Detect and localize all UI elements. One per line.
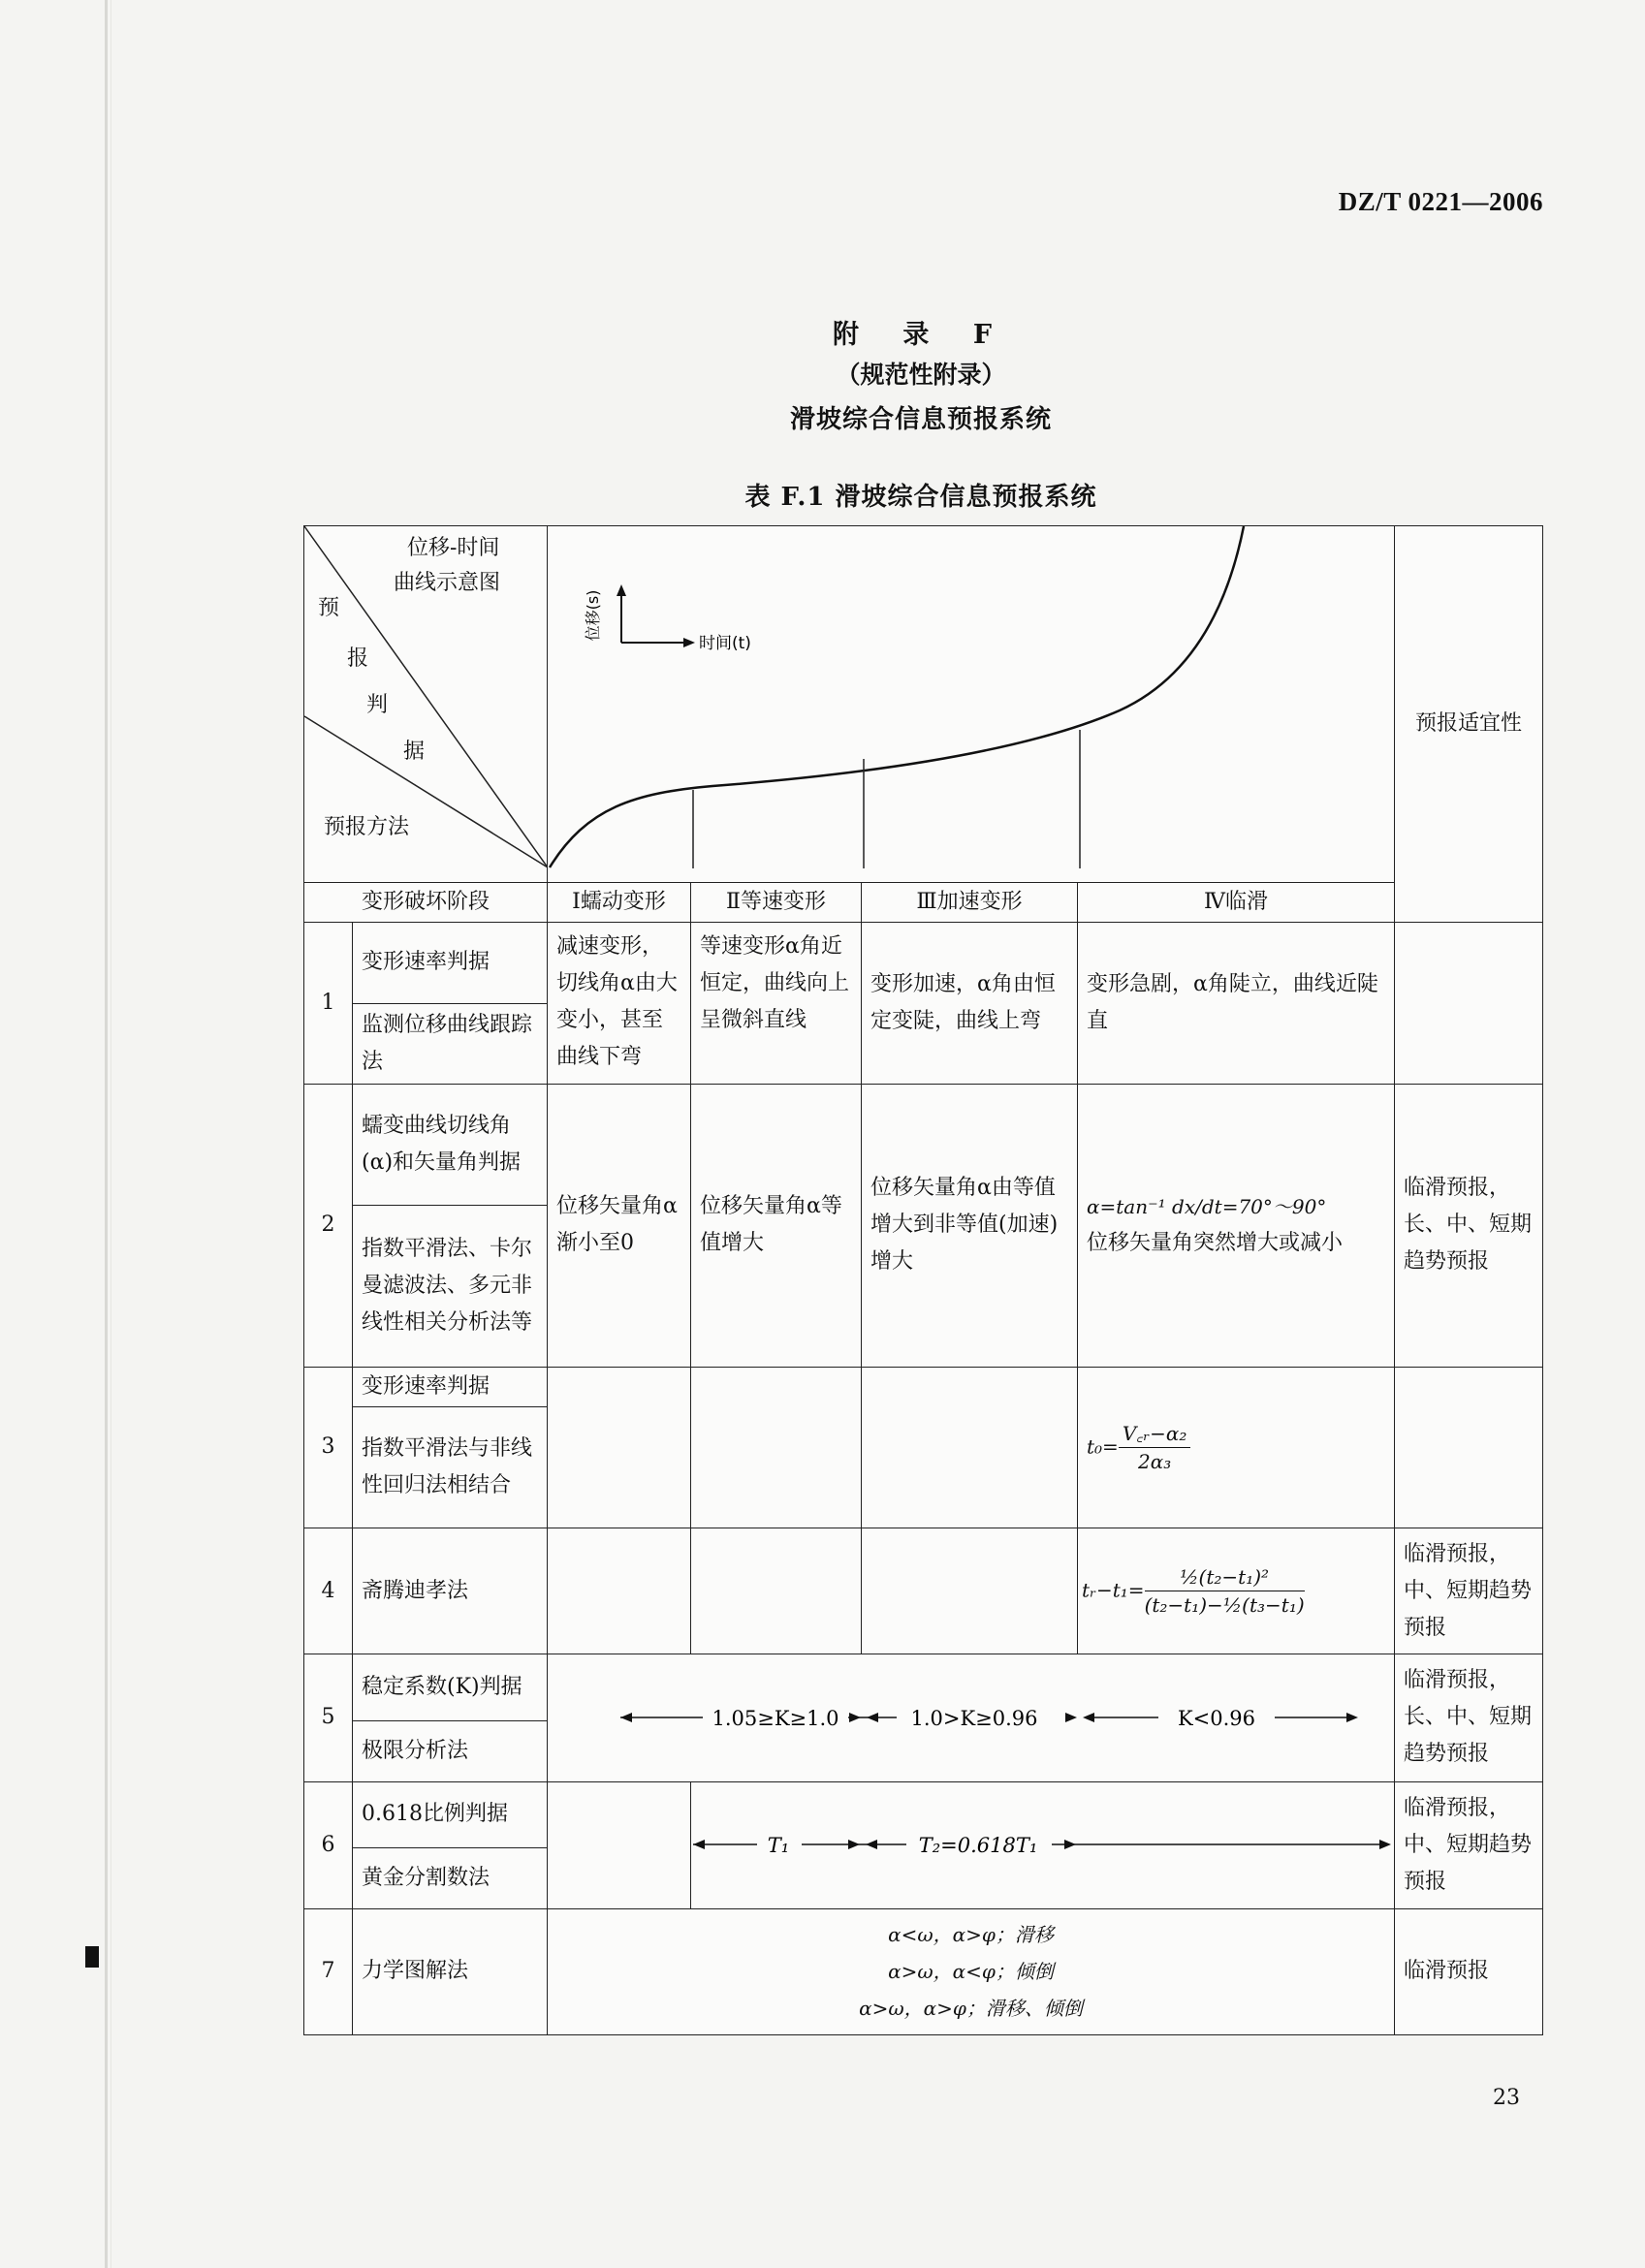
row-4-suitability: 临滑预报，中、短期趋势预报 [1395, 1528, 1543, 1654]
x-axis-label: 时间(t) [699, 634, 751, 653]
row-7-number: 7 [304, 1908, 353, 2034]
row-2-uniform: 位移矢量角α等值增大 [691, 1084, 862, 1367]
row-4-number: 4 [304, 1528, 353, 1654]
criteria-char-1: 预 [318, 596, 340, 620]
binding-mark [85, 1946, 99, 1968]
stage-creep: Ⅰ蠕动变形 [548, 882, 691, 923]
row-3-creep [548, 1367, 691, 1528]
row-7-suitability: 临滑预报 [1395, 1908, 1543, 2034]
criteria-char-2: 报 [347, 646, 369, 671]
row-2-creep: 位移矢量角α渐小至0 [548, 1084, 691, 1367]
stage-label: 变形破坏阶段 [304, 882, 548, 923]
row-4-uniform [691, 1528, 862, 1654]
appendix-type: （规范性附录） [836, 361, 1006, 389]
row-4-accelerate [862, 1528, 1078, 1654]
row-1-method-2: 监测位移曲线跟踪法 [353, 1003, 548, 1084]
row-2-angle-formula: α=tan⁻¹ dx/dt=70°～90° [1087, 1195, 1327, 1219]
row-1-method-1: 变形速率判据 [353, 923, 548, 1003]
row-2-accelerate: 位移矢量角α由等值增大到非等值(加速)增大 [862, 1084, 1078, 1367]
row-7-line-3: α>ω，α>φ；滑移、倾倒 [859, 1997, 1083, 2021]
displacement-time-curve-cell [548, 526, 1395, 883]
standard-code: DZ/T 0221—2006 [1338, 187, 1543, 216]
row-4-fraction [1145, 1563, 1305, 1619]
method-label: 预报方法 [324, 815, 410, 839]
row-3-method-1: 变形速率判据 [353, 1367, 548, 1407]
row-4-formula [1078, 1528, 1395, 1654]
appendix-name: 滑坡综合信息预报系统 [789, 405, 1052, 434]
row-5-arrows [548, 1657, 1395, 1779]
row-4-denominator: (t₂−t₁)−½(t₃−t₁) [1144, 1593, 1305, 1618]
suitability-header: 预报适宜性 [1395, 526, 1543, 923]
row-4-creep [548, 1528, 691, 1654]
row-5-method-1: 稳定系数(K)判据 [353, 1654, 548, 1720]
row-4-formula-lhs: tᵣ−t₁= [1082, 1578, 1145, 1602]
row-4-numerator: ½(t₂−t₁)² [1145, 1563, 1305, 1591]
row-6-t2: T₂=0.618T₁ [918, 1834, 1038, 1858]
row-6-golden-ratio [691, 1781, 1395, 1908]
row-7-line-2: α>ω，α<φ；倾倒 [888, 1960, 1054, 1984]
stage-accelerate: Ⅲ加速变形 [862, 882, 1078, 923]
row-2-imminent [1078, 1084, 1395, 1367]
creep-curve [550, 526, 1244, 867]
row-2-suitability: 临滑预报，长、中、短期趋势预报 [1395, 1084, 1543, 1367]
row-6-suitability: 临滑预报，中、短期趋势预报 [1395, 1781, 1543, 1908]
row-6-arrows [691, 1784, 1395, 1906]
row-5-method-2: 极限分析法 [353, 1720, 548, 1781]
row-6-t1: T₁ [767, 1834, 790, 1858]
table-caption: 表 F.1 滑坡综合信息预报系统 [744, 483, 1097, 512]
row-3-fraction [1119, 1420, 1191, 1475]
row-2-method-2: 指数平滑法、卡尔曼滤波法、多元非线性相关分析法等 [353, 1205, 548, 1367]
row-6-method-2: 黄金分割数法 [353, 1847, 548, 1908]
row-5-suitability: 临滑预报，长、中、短期趋势预报 [1395, 1654, 1543, 1781]
row-3-accelerate [862, 1367, 1078, 1528]
appendix-title: 附 录 F [833, 320, 1009, 350]
curve-label-2: 曲线示意图 [394, 571, 501, 595]
row-5-stability-range [548, 1654, 1395, 1781]
row-3-numerator: V꜀ᵣ−α₂ [1119, 1420, 1191, 1448]
row-2-method-1: 蠕变曲线切线角(α)和矢量角判据 [353, 1084, 548, 1205]
row-1-uniform: 等速变形α角近恒定，曲线向上呈微斜直线 [691, 923, 862, 1085]
displacement-time-curve [548, 526, 1395, 868]
row-5-range-3: K<0.96 [1177, 1706, 1256, 1730]
page-number: 23 [1493, 2086, 1520, 2110]
stage-uniform: Ⅱ等速变形 [691, 882, 862, 923]
curve-label-1: 位移-时间 [407, 536, 500, 560]
row-5-range-2: 1.0>K≥0.96 [910, 1706, 1038, 1730]
page-fold-shadow [105, 0, 108, 2268]
row-2-imminent-text: 位移矢量角突然增大或减小 [1087, 1231, 1344, 1256]
row-5-number: 5 [304, 1654, 353, 1781]
row-3-denominator: 2α₃ [1137, 1449, 1172, 1473]
row-7-conditions [548, 1908, 1395, 2034]
diagonal-header-cell [304, 526, 548, 883]
row-3-suitability [1395, 1367, 1543, 1528]
row-4-method: 斋腾迪孝法 [353, 1528, 548, 1654]
row-3-formula-lhs: t₀= [1087, 1434, 1119, 1459]
row-6-number: 6 [304, 1781, 353, 1908]
forecast-table [303, 525, 1543, 2035]
y-axis-label: 位移(s) [584, 589, 602, 642]
row-5-range-1: 1.05≥K≥1.0 [712, 1706, 839, 1730]
row-3-method-2: 指数平滑法与非线性回归法相结合 [353, 1407, 548, 1528]
row-6-method-1: 0.618比例判据 [353, 1781, 548, 1847]
row-2-number: 2 [304, 1084, 353, 1367]
row-7-method: 力学图解法 [353, 1908, 548, 2034]
criteria-char-3: 判 [366, 693, 389, 717]
row-1-number: 1 [304, 923, 353, 1085]
row-1-accelerate: 变形加速，α角由恒定变陡，曲线上弯 [862, 923, 1078, 1085]
row-6-creep [548, 1781, 691, 1908]
row-3-uniform [691, 1367, 862, 1528]
row-3-number: 3 [304, 1367, 353, 1528]
row-7-line-1: α<ω，α>φ；滑移 [888, 1923, 1054, 1947]
stage-imminent: Ⅳ临滑 [1078, 882, 1395, 923]
criteria-char-4: 据 [403, 740, 426, 764]
row-1-imminent: 变形急剧，α角陡立，曲线近陡直 [1078, 923, 1395, 1085]
row-1-creep: 减速变形，切线角α由大变小，甚至曲线下弯 [548, 923, 691, 1085]
row-1-suitability [1395, 923, 1543, 1085]
row-3-formula [1078, 1367, 1395, 1528]
